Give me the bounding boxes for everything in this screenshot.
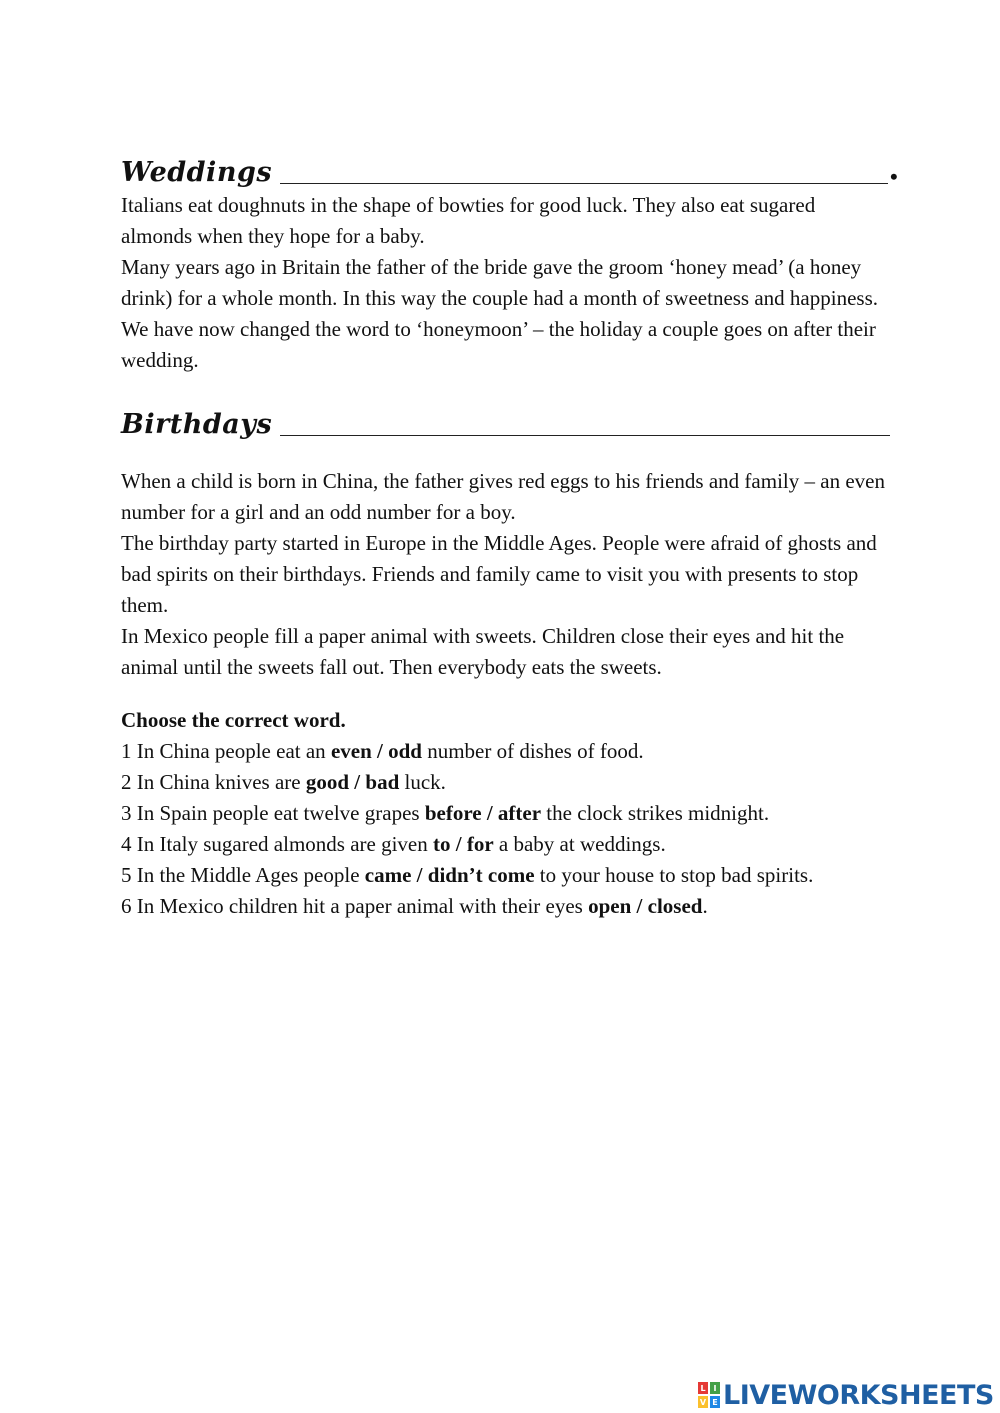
exercise-item-5: 5 In the Middle Ages people came / didn’t come to your house to stop bad spirits. bbox=[121, 863, 814, 887]
birthdays-paragraph-1: When a child is born in China, the father gives red eggs to his friends and family – an even number for a girl and an odd number for a boy. bbox=[121, 469, 885, 524]
exercise-item-4: 4 In Italy sugared almonds are given to / for a baby at weddings. bbox=[121, 832, 666, 856]
birthdays-heading-row bbox=[121, 402, 891, 442]
logo-badge-e: E bbox=[710, 1396, 720, 1408]
liveworksheets-logo bbox=[698, 1378, 994, 1412]
logo-badge-l: L bbox=[698, 1382, 708, 1394]
birthdays-paragraph-2: The birthday party started in Europe in the Middle Ages. People were afraid of ghosts and bad spirits on their birthdays. Friends and family came to visit you with presents to stop them. bbox=[121, 531, 877, 617]
weddings-paragraph-1: Italians eat doughnuts in the shape of bowties for good luck. They also eat sugared almonds when they hope for a baby. bbox=[121, 193, 816, 248]
birthdays-paragraph-3: In Mexico people fill a paper animal with sweets. Children close their eyes and hit the animal until the sweets fall out. Then everybody eats the sweets. bbox=[121, 624, 845, 679]
birthdays-answer-line bbox=[280, 435, 890, 436]
choice-good-bad[interactable]: good / bad bbox=[305, 770, 400, 794]
choice-came-didnt-come[interactable]: came / didn’t come bbox=[364, 863, 535, 887]
weddings-heading: Weddings bbox=[121, 157, 273, 188]
exercise-item-1: 1 In China people eat an even / odd number of dishes of food. bbox=[121, 739, 644, 763]
weddings-paragraph-2: Many years ago in Britain the father of the bride gave the groom ‘honey mead’ (a honey drink) for a whole month. In this way the couple had a month of sweetness and happiness. We have now changed the word to ‘honeymoon’ – the holiday a couple goes on after their wedding. bbox=[121, 255, 878, 372]
choice-to-for[interactable]: to / for bbox=[433, 832, 494, 856]
weddings-end-mark: • bbox=[890, 164, 898, 189]
exercise-item-6: 6 In Mexico children hit a paper animal with their eyes open / closed. bbox=[121, 894, 708, 918]
logo-text: LIVEWORKSHEETS bbox=[723, 1379, 994, 1411]
choice-before-after[interactable]: before / after bbox=[424, 801, 542, 825]
birthdays-heading: Birthdays bbox=[121, 409, 273, 440]
logo-badge-v: V bbox=[699, 1397, 707, 1407]
logo-badge-i: I bbox=[710, 1382, 720, 1394]
exercise-item-2: 2 In China knives are good / bad luck. bbox=[121, 770, 446, 794]
logo-badge-icon bbox=[698, 1382, 720, 1408]
weddings-answer-line bbox=[280, 183, 888, 184]
exercise-instruction: Choose the correct word. bbox=[121, 708, 346, 732]
exercise-item-3: 3 In Spain people eat twelve grapes before / after the clock strikes midnight. bbox=[121, 801, 770, 825]
weddings-heading-row bbox=[121, 150, 898, 190]
choice-open-closed[interactable]: open / closed bbox=[588, 894, 703, 918]
choice-even-odd[interactable]: even / odd bbox=[330, 739, 422, 763]
worksheet-content bbox=[121, 150, 898, 922]
